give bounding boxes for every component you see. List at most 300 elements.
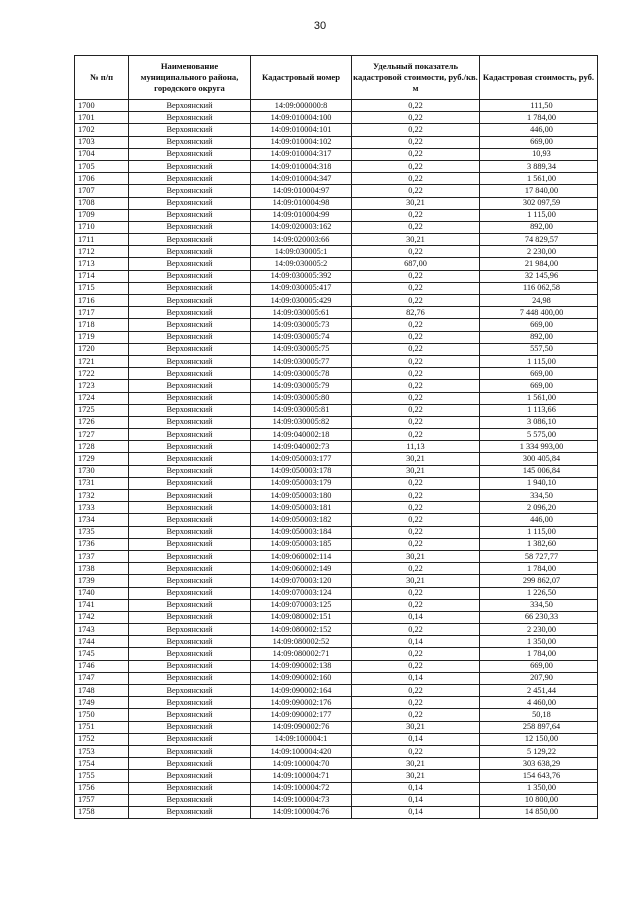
- cadastral-value-cell: 1 784,00: [480, 648, 598, 660]
- cadastral-number-cell: 14:09:040002:18: [251, 429, 352, 441]
- cadastral-value-cell: 1 561,00: [480, 392, 598, 404]
- specific-value-cell: 0,14: [352, 733, 480, 745]
- table-row: [75, 660, 598, 672]
- district-cell: Верхоянский: [129, 599, 251, 611]
- table-row: [75, 160, 598, 172]
- cadastral-number-cell: 14:09:010004:318: [251, 160, 352, 172]
- cadastral-number-cell: 14:09:090002:76: [251, 721, 352, 733]
- cadastral-value-cell: 669,00: [480, 660, 598, 672]
- cadastral-number-cell: 14:09:030005:79: [251, 380, 352, 392]
- table-row: [75, 563, 598, 575]
- row-number-cell: 1708: [75, 197, 129, 209]
- table-row: [75, 794, 598, 806]
- specific-value-cell: 0,22: [352, 514, 480, 526]
- cadastral-value-cell: 1 940,10: [480, 477, 598, 489]
- table-row: [75, 709, 598, 721]
- cadastral-number-cell: 14:09:030005:2: [251, 258, 352, 270]
- table-row: [75, 758, 598, 770]
- district-cell: Верхоянский: [129, 343, 251, 355]
- table-row: [75, 392, 598, 404]
- row-number-cell: 1716: [75, 295, 129, 307]
- cadastral-number-cell: 14:09:050003:182: [251, 514, 352, 526]
- district-cell: Верхоянский: [129, 148, 251, 160]
- district-cell: Верхоянский: [129, 563, 251, 575]
- row-number-cell: 1725: [75, 404, 129, 416]
- cadastral-value-cell: 58 727,77: [480, 550, 598, 562]
- cadastral-number-cell: 14:09:080002:52: [251, 636, 352, 648]
- cadastral-value-cell: 1 350,00: [480, 636, 598, 648]
- specific-value-cell: 0,14: [352, 672, 480, 684]
- table-row: [75, 380, 598, 392]
- cadastral-number-cell: 14:09:030005:80: [251, 392, 352, 404]
- row-number-cell: 1720: [75, 343, 129, 355]
- row-number-cell: 1732: [75, 490, 129, 502]
- table-row: [75, 173, 598, 185]
- cadastral-value-cell: 50,18: [480, 709, 598, 721]
- cadastral-value-cell: 1 784,00: [480, 112, 598, 124]
- district-cell: Верхоянский: [129, 416, 251, 428]
- cadastral-number-cell: 14:09:010004:99: [251, 209, 352, 221]
- district-cell: Верхоянский: [129, 806, 251, 818]
- row-number-cell: 1740: [75, 587, 129, 599]
- cadastral-value-cell: 111,50: [480, 100, 598, 112]
- table-row: [75, 550, 598, 562]
- table-row: [75, 355, 598, 367]
- table-row: [75, 538, 598, 550]
- cadastral-value-cell: 154 643,76: [480, 770, 598, 782]
- table-row: [75, 234, 598, 246]
- cadastral-value-cell: 1 784,00: [480, 563, 598, 575]
- specific-value-cell: 0,22: [352, 160, 480, 172]
- row-number-cell: 1737: [75, 550, 129, 562]
- cadastral-number-cell: 14:09:050003:184: [251, 526, 352, 538]
- specific-value-cell: 0,22: [352, 392, 480, 404]
- cadastral-value-cell: 7 448 400,00: [480, 307, 598, 319]
- cadastral-number-cell: 14:09:060002:114: [251, 550, 352, 562]
- table-row: [75, 782, 598, 794]
- specific-value-cell: 0,14: [352, 794, 480, 806]
- table-row: [75, 282, 598, 294]
- row-number-cell: 1706: [75, 173, 129, 185]
- row-number-cell: 1711: [75, 234, 129, 246]
- cadastral-value-cell: 14 850,00: [480, 806, 598, 818]
- row-number-cell: 1701: [75, 112, 129, 124]
- specific-value-cell: 0,22: [352, 660, 480, 672]
- table-row: [75, 502, 598, 514]
- table-row: [75, 453, 598, 465]
- cadastral-value-cell: 24,98: [480, 295, 598, 307]
- district-cell: Верхоянский: [129, 721, 251, 733]
- district-cell: Верхоянский: [129, 392, 251, 404]
- cadastral-value-cell: 1 115,00: [480, 355, 598, 367]
- district-cell: Верхоянский: [129, 307, 251, 319]
- row-number-cell: 1724: [75, 392, 129, 404]
- table-row: [75, 368, 598, 380]
- district-cell: Верхоянский: [129, 209, 251, 221]
- district-cell: Верхоянский: [129, 587, 251, 599]
- cadastral-value-cell: 4 460,00: [480, 697, 598, 709]
- table-row: [75, 429, 598, 441]
- table-row: [75, 112, 598, 124]
- district-cell: Верхоянский: [129, 380, 251, 392]
- cadastral-value-cell: 1 382,60: [480, 538, 598, 550]
- specific-value-cell: 0,22: [352, 685, 480, 697]
- row-number-cell: 1704: [75, 148, 129, 160]
- row-number-cell: 1745: [75, 648, 129, 660]
- district-cell: Верхоянский: [129, 538, 251, 550]
- table-row: [75, 185, 598, 197]
- row-number-cell: 1739: [75, 575, 129, 587]
- district-cell: Верхоянский: [129, 185, 251, 197]
- cadastral-number-cell: 14:09:100004:420: [251, 745, 352, 757]
- cadastral-value-cell: 1 334 993,00: [480, 441, 598, 453]
- specific-value-cell: 0,22: [352, 295, 480, 307]
- specific-value-cell: 0,22: [352, 587, 480, 599]
- row-number-cell: 1731: [75, 477, 129, 489]
- table-row: [75, 599, 598, 611]
- table-header-row: [75, 56, 598, 100]
- district-cell: Верхоянский: [129, 295, 251, 307]
- row-number-cell: 1757: [75, 794, 129, 806]
- row-number-cell: 1727: [75, 429, 129, 441]
- cadastral-number-cell: 14:09:100004:70: [251, 758, 352, 770]
- row-number-cell: 1749: [75, 697, 129, 709]
- specific-value-cell: 0,22: [352, 319, 480, 331]
- cadastral-number-cell: 14:09:010004:98: [251, 197, 352, 209]
- table-row: [75, 124, 598, 136]
- cadastral-value-cell: 446,00: [480, 514, 598, 526]
- table-row: [75, 575, 598, 587]
- row-number-cell: 1746: [75, 660, 129, 672]
- district-cell: Верхоянский: [129, 441, 251, 453]
- cadastral-value-cell: 669,00: [480, 319, 598, 331]
- cadastral-value-cell: 12 150,00: [480, 733, 598, 745]
- cadastral-number-cell: 14:09:060002:149: [251, 563, 352, 575]
- specific-value-cell: 0,22: [352, 100, 480, 112]
- cadastral-value-cell: 5 575,00: [480, 429, 598, 441]
- cadastral-number-cell: 14:09:050003:181: [251, 502, 352, 514]
- row-number-cell: 1754: [75, 758, 129, 770]
- cadastral-number-cell: 14:09:090002:177: [251, 709, 352, 721]
- cadastral-value-cell: 1 350,00: [480, 782, 598, 794]
- table-row: [75, 514, 598, 526]
- table-row: [75, 331, 598, 343]
- district-cell: Верхоянский: [129, 648, 251, 660]
- table-row: [75, 648, 598, 660]
- row-number-cell: 1707: [75, 185, 129, 197]
- district-cell: Верхоянский: [129, 660, 251, 672]
- specific-value-cell: 30,21: [352, 465, 480, 477]
- district-cell: Верхоянский: [129, 575, 251, 587]
- cadastral-number-cell: 14:09:010004:100: [251, 112, 352, 124]
- cadastral-number-cell: 14:09:000000:8: [251, 100, 352, 112]
- row-number-cell: 1738: [75, 563, 129, 575]
- cadastral-number-cell: 14:09:030005:78: [251, 368, 352, 380]
- specific-value-cell: 30,21: [352, 770, 480, 782]
- district-cell: Верхоянский: [129, 246, 251, 258]
- table-row: [75, 270, 598, 282]
- row-number-cell: 1719: [75, 331, 129, 343]
- cadastral-value-cell: 74 829,57: [480, 234, 598, 246]
- header-cadastral-value: Кадастровая стоимость, руб.: [480, 56, 598, 100]
- cadastral-number-cell: 14:09:010004:97: [251, 185, 352, 197]
- row-number-cell: 1715: [75, 282, 129, 294]
- cadastral-value-cell: 10,93: [480, 148, 598, 160]
- cadastral-number-cell: 14:09:030005:75: [251, 343, 352, 355]
- cadastral-value-cell: 116 062,58: [480, 282, 598, 294]
- cadastral-number-cell: 14:09:040002:73: [251, 441, 352, 453]
- cadastral-value-cell: 2 230,00: [480, 624, 598, 636]
- table-row: [75, 465, 598, 477]
- table-row: [75, 404, 598, 416]
- cadastral-value-cell: 5 129,22: [480, 745, 598, 757]
- cadastral-number-cell: 14:09:070003:120: [251, 575, 352, 587]
- row-number-cell: 1747: [75, 672, 129, 684]
- specific-value-cell: 0,22: [352, 624, 480, 636]
- row-number-cell: 1756: [75, 782, 129, 794]
- table-row: [75, 624, 598, 636]
- specific-value-cell: 30,21: [352, 550, 480, 562]
- district-cell: Верхоянский: [129, 794, 251, 806]
- cadastral-value-cell: 2 451,44: [480, 685, 598, 697]
- row-number-cell: 1709: [75, 209, 129, 221]
- specific-value-cell: 0,22: [352, 270, 480, 282]
- district-cell: Верхоянский: [129, 160, 251, 172]
- cadastral-number-cell: 14:09:100004:1: [251, 733, 352, 745]
- specific-value-cell: 0,22: [352, 124, 480, 136]
- table-row: [75, 100, 598, 112]
- district-cell: Верхоянский: [129, 100, 251, 112]
- cadastral-value-cell: 17 840,00: [480, 185, 598, 197]
- row-number-cell: 1758: [75, 806, 129, 818]
- cadastral-value-cell: 1 113,66: [480, 404, 598, 416]
- specific-value-cell: 0,22: [352, 526, 480, 538]
- specific-value-cell: 0,14: [352, 611, 480, 623]
- cadastral-number-cell: 14:09:030005:77: [251, 355, 352, 367]
- cadastral-number-cell: 14:09:030005:74: [251, 331, 352, 343]
- specific-value-cell: 0,22: [352, 745, 480, 757]
- row-number-cell: 1723: [75, 380, 129, 392]
- row-number-cell: 1702: [75, 124, 129, 136]
- district-cell: Верхоянский: [129, 758, 251, 770]
- specific-value-cell: 0,14: [352, 806, 480, 818]
- row-number-cell: 1726: [75, 416, 129, 428]
- cadastral-number-cell: 14:09:090002:176: [251, 697, 352, 709]
- specific-value-cell: 0,22: [352, 648, 480, 660]
- district-cell: Верхоянский: [129, 355, 251, 367]
- district-cell: Верхоянский: [129, 112, 251, 124]
- cadastral-number-cell: 14:09:030005:417: [251, 282, 352, 294]
- table-row: [75, 221, 598, 233]
- specific-value-cell: 0,22: [352, 404, 480, 416]
- specific-value-cell: 0,22: [352, 173, 480, 185]
- cadastral-value-cell: 1 115,00: [480, 209, 598, 221]
- specific-value-cell: 0,22: [352, 599, 480, 611]
- cadastral-number-cell: 14:09:100004:72: [251, 782, 352, 794]
- district-cell: Верхоянский: [129, 465, 251, 477]
- cadastral-number-cell: 14:09:030005:429: [251, 295, 352, 307]
- district-cell: Верхоянский: [129, 611, 251, 623]
- cadastral-number-cell: 14:09:050003:178: [251, 465, 352, 477]
- table-row: [75, 770, 598, 782]
- specific-value-cell: 0,22: [352, 343, 480, 355]
- specific-value-cell: 0,22: [352, 368, 480, 380]
- cadastral-number-cell: 14:09:090002:160: [251, 672, 352, 684]
- district-cell: Верхоянский: [129, 636, 251, 648]
- row-number-cell: 1717: [75, 307, 129, 319]
- cadastral-number-cell: 14:09:010004:101: [251, 124, 352, 136]
- cadastral-number-cell: 14:09:080002:152: [251, 624, 352, 636]
- cadastral-value-cell: 334,50: [480, 599, 598, 611]
- cadastral-number-cell: 14:09:070003:124: [251, 587, 352, 599]
- cadastral-number-cell: 14:09:050003:180: [251, 490, 352, 502]
- cadastral-value-cell: 303 638,29: [480, 758, 598, 770]
- district-cell: Верхоянский: [129, 745, 251, 757]
- cadastral-value-cell: 669,00: [480, 368, 598, 380]
- page-number: 30: [313, 20, 327, 32]
- district-cell: Верхоянский: [129, 404, 251, 416]
- row-number-cell: 1728: [75, 441, 129, 453]
- cadastral-number-cell: 14:09:030005:73: [251, 319, 352, 331]
- cadastral-value-cell: 1 115,00: [480, 526, 598, 538]
- row-number-cell: 1712: [75, 246, 129, 258]
- row-number-cell: 1730: [75, 465, 129, 477]
- table-row: [75, 441, 598, 453]
- specific-value-cell: 0,22: [352, 136, 480, 148]
- table-row: [75, 733, 598, 745]
- specific-value-cell: 30,21: [352, 758, 480, 770]
- cadastral-value-cell: 66 230,33: [480, 611, 598, 623]
- row-number-cell: 1722: [75, 368, 129, 380]
- table-row: [75, 685, 598, 697]
- cadastral-number-cell: 14:09:080002:71: [251, 648, 352, 660]
- table-row: [75, 319, 598, 331]
- header-cadastral-number: Кадастровый номер: [251, 56, 352, 100]
- table-row: [75, 587, 598, 599]
- row-number-cell: 1741: [75, 599, 129, 611]
- table-row: [75, 611, 598, 623]
- district-cell: Верхоянский: [129, 502, 251, 514]
- district-cell: Верхоянский: [129, 550, 251, 562]
- specific-value-cell: 11,13: [352, 441, 480, 453]
- row-number-cell: 1710: [75, 221, 129, 233]
- row-number-cell: 1750: [75, 709, 129, 721]
- table-row: [75, 148, 598, 160]
- table-row: [75, 307, 598, 319]
- table-row: [75, 636, 598, 648]
- district-cell: Верхоянский: [129, 197, 251, 209]
- specific-value-cell: 0,22: [352, 282, 480, 294]
- specific-value-cell: 0,22: [352, 185, 480, 197]
- specific-value-cell: 0,22: [352, 331, 480, 343]
- row-number-cell: 1751: [75, 721, 129, 733]
- cadastral-number-cell: 14:09:010004:102: [251, 136, 352, 148]
- row-number-cell: 1714: [75, 270, 129, 282]
- cadastral-value-cell: 3 889,34: [480, 160, 598, 172]
- cadastral-number-cell: 14:09:100004:76: [251, 806, 352, 818]
- specific-value-cell: 30,21: [352, 234, 480, 246]
- district-cell: Верхоянский: [129, 490, 251, 502]
- district-cell: Верхоянский: [129, 733, 251, 745]
- row-number-cell: 1700: [75, 100, 129, 112]
- specific-value-cell: 30,21: [352, 197, 480, 209]
- specific-value-cell: 0,22: [352, 380, 480, 392]
- table-body: [75, 100, 598, 819]
- district-cell: Верхоянский: [129, 368, 251, 380]
- specific-value-cell: 0,22: [352, 563, 480, 575]
- specific-value-cell: 0,22: [352, 416, 480, 428]
- district-cell: Верхоянский: [129, 234, 251, 246]
- cadastral-value-cell: 258 897,64: [480, 721, 598, 733]
- specific-value-cell: 0,22: [352, 112, 480, 124]
- district-cell: Верхоянский: [129, 770, 251, 782]
- cadastral-value-cell: 669,00: [480, 136, 598, 148]
- specific-value-cell: 687,00: [352, 258, 480, 270]
- row-number-cell: 1748: [75, 685, 129, 697]
- cadastral-number-cell: 14:09:030005:1: [251, 246, 352, 258]
- district-cell: Верхоянский: [129, 319, 251, 331]
- cadastral-number-cell: 14:09:030005:82: [251, 416, 352, 428]
- district-cell: Верхоянский: [129, 697, 251, 709]
- cadastral-number-cell: 14:09:010004:347: [251, 173, 352, 185]
- cadastral-value-cell: 32 145,96: [480, 270, 598, 282]
- cadastral-number-cell: 14:09:020003:66: [251, 234, 352, 246]
- table-row: [75, 490, 598, 502]
- header-row-number: № п/п: [75, 56, 129, 100]
- district-cell: Верхоянский: [129, 672, 251, 684]
- cadastral-value-cell: 2 096,20: [480, 502, 598, 514]
- specific-value-cell: 0,14: [352, 636, 480, 648]
- cadastral-number-cell: 14:09:100004:71: [251, 770, 352, 782]
- table-row: [75, 745, 598, 757]
- row-number-cell: 1735: [75, 526, 129, 538]
- cadastral-number-cell: 14:09:070003:125: [251, 599, 352, 611]
- district-cell: Верхоянский: [129, 136, 251, 148]
- district-cell: Верхоянский: [129, 270, 251, 282]
- cadastral-value-cell: 669,00: [480, 380, 598, 392]
- district-cell: Верхоянский: [129, 221, 251, 233]
- cadastral-value-cell: 21 984,00: [480, 258, 598, 270]
- specific-value-cell: 0,22: [352, 148, 480, 160]
- district-cell: Верхоянский: [129, 453, 251, 465]
- row-number-cell: 1736: [75, 538, 129, 550]
- cadastral-value-cell: 1 561,00: [480, 173, 598, 185]
- table-row: [75, 258, 598, 270]
- table-row: [75, 672, 598, 684]
- cadastral-value-cell: 2 230,00: [480, 246, 598, 258]
- table-row: [75, 477, 598, 489]
- table-row: [75, 295, 598, 307]
- specific-value-cell: 30,21: [352, 453, 480, 465]
- cadastral-number-cell: 14:09:050003:177: [251, 453, 352, 465]
- row-number-cell: 1755: [75, 770, 129, 782]
- specific-value-cell: 0,22: [352, 709, 480, 721]
- cadastral-number-cell: 14:09:020003:162: [251, 221, 352, 233]
- cadastral-value-cell: 892,00: [480, 221, 598, 233]
- cadastral-value-cell: 446,00: [480, 124, 598, 136]
- specific-value-cell: 30,21: [352, 721, 480, 733]
- table-row: [75, 697, 598, 709]
- cadastral-value-cell: 145 006,84: [480, 465, 598, 477]
- row-number-cell: 1729: [75, 453, 129, 465]
- district-cell: Верхоянский: [129, 477, 251, 489]
- district-cell: Верхоянский: [129, 709, 251, 721]
- table-row: [75, 246, 598, 258]
- row-number-cell: 1718: [75, 319, 129, 331]
- cadastral-value-cell: 557,50: [480, 343, 598, 355]
- cadastral-value-cell: 207,90: [480, 672, 598, 684]
- district-cell: Верхоянский: [129, 258, 251, 270]
